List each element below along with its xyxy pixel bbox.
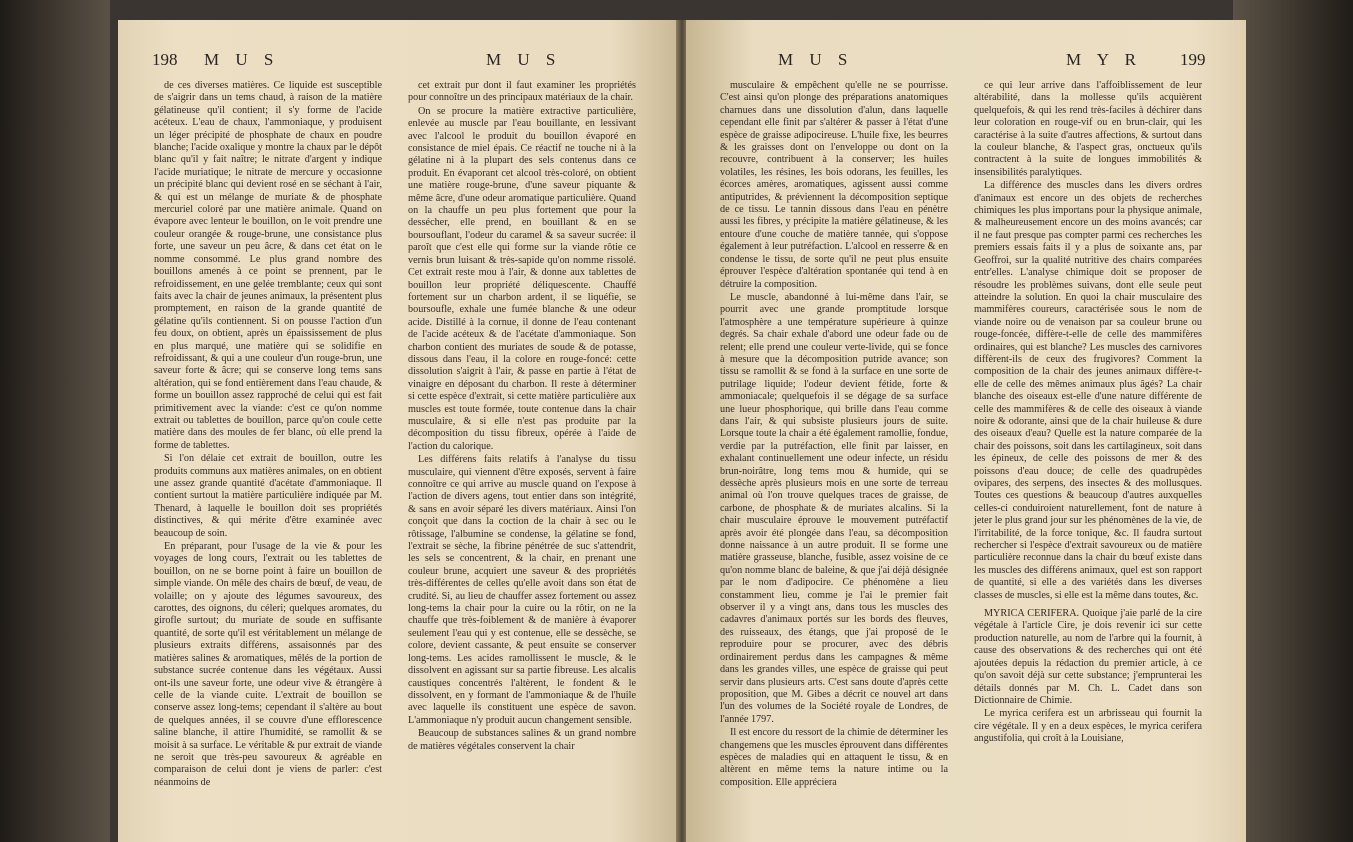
paragraph: Beaucoup de substances salines & un grand nombre de matières végétales conservent la chair <box>408 728 636 752</box>
paragraph: musculaire & empêchent qu'elle ne se pourrisse. C'est ainsi qu'on plonge des préparations anatomiques charnues dans une dissolution d'alun, dans laquelle cependant elle finit par s'altérer & passer à l'état d'une espèce de graisse adipocireuse. L'huile fixe, les beurres & les graisses dont on l'enveloppe ou dont on la recouvre, contribuent à la conserver; les huiles volatiles, les résines, les bois odorans, les feuilles, les écorces amères, aromatiques, agissent aussi comme antiputrides, & préviennent la décomposition septique de ce tissu. Le tannin dissous dans l'eau en pénètre aussi les fibres, y précipite la matière gélatineuse, & les entoure d'une couche de matière tannée, qui s'oppose également à leur putréfaction. L'alcool en resserre & en condense le tissu, de sorte qu'il ne peut plus ensuite éprouver l'espèce d'altération spontanée qui tend à en détruire la composition. <box>720 80 948 290</box>
right-running-head-left: M U S <box>778 50 854 69</box>
paragraph: Les différens faits relatifs à l'analyse du tissu musculaire, qui viennent d'être exposés, servent à faire connoître ce qui arrive au muscle quand on l'expose à l'action de divers agens, tout entier dans son intégrité, & sans en avoir séparé les divers matériaux. Ainsi l'on conçoit que dans la coction de la chair à sec ou le rôtissage, l'albumine se condense, la gélatine se fond, l'extrait se sèche, la fibrine pénétrée de suc s'attendrit, les sels se concentrent, & la chair, en prenant une couleur brune, acquiert une saveur & des propriétés très-différentes de celles qu'elle avoit dans son état de crudité. Si, au lieu de chauffer assez fortement ou assez long-tems la chair pour la cuire ou la rôtir, on ne la chauffe que très-foiblement & de manière à évaporer seulement l'eau qui y est contenue, elle se dessèche, se colore, devient cassante, & peut ensuite se conserver long-tems. Les acides ramollissent le muscle, & le dissolvent en agissant sur sa partie fibreuse. Les alcalis caustiques concentrés l'altèrent, le fondent & le dissolvent, en y formant de l'ammoniaque & de l'huile avec laquelle ils constituent une espèce de savon. L'ammoniaque n'y produit aucun changement sensible. <box>408 454 636 726</box>
paragraph: En préparant, pour l'usage de la vie & pour les voyages de long cours, l'extrait ou les tablettes de bouillon, on ne se borne point à faire un bouillon de simple viande. On mêle des chairs de bœuf, de veau, de volaille; on y ajoute des légumes savoureux, des carottes, des oignons, du céleri; quelques aromates, du girofle surtout; du muriate de soude en suffisante quantité, de sorte qu'il est véritablement un mélange de plusieurs extraits différens, assaisonnés par des matières salines & aromatiques, mêlés de la portion de substance sucrée contenue dans les végétaux. Aussi ont-ils une saveur forte, une odeur vive & étrangère à celle de la viande cuite. L'extrait de bouillon se conserve assez long-tems; cependant il s'altère au bout de quelques années, il se couvre d'une efflorescence saline blanche, il attire l'humidité, se ramollit & se moisit à sa surface. Le véritable & pur extrait de viande ne seroit que très-peu savoureux & agréable en comparaison de celui dont je viens de parler: c'est néanmoins de <box>154 541 382 788</box>
paragraph: Il est encore du ressort de la chimie de déterminer les changemens que les muscles éprouvent dans différentes espèces de maladies qui en attaquent le tissu, & en altèrent en même tems la nature intime ou la composition. Elle appréciera <box>720 727 948 788</box>
paragraph: Si l'on délaie cet extrait de bouillon, outre les produits communs aux matières animales, on en obtient une assez grande quantité d'acétate d'ammoniaque. Il contient surtout la matière particulière indiquée par M. Thenard, à laquelle le bouillon doit ses propriétés distinctives, & qui mérite d'être examinée avec beaucoup de soin. <box>154 453 382 539</box>
right-page-number: 199 <box>1180 50 1206 69</box>
paragraph: On se procure la matière extractive particulière, enlevée au muscle par l'eau bouillante, en lessivant avec l'alcool le produit du bouillon évaporé en consistance de miel épais. Ce réactif ne touche ni à la gélatine ni à la plupart des sels contenus dans ce produit. En évaporant cet alcool très-coloré, on obtient une matière rouge-brune, d'une saveur piquante & même âcre, d'une odeur aromatique particulière. Quand on la chauffe un peu plus fortement que pour la dessécher, elle prend, en bouillant & en se boursouflant, l'odeur du caramel & sa saveur sucrée: il paroît que c'est elle qui forme sur la viande rôtie ce vernis brun luisant & très-sapide qu'on nomme rissolé. Cet extrait reste mou à l'air, & donne aux tablettes de bouillon leur propriété déliquescente. Chauffé fortement sur un charbon ardent, il se liquéfie, se boursoufle, exhale une fumée blanche & une odeur acide. Distillé à la cornue, il donne de l'eau contenant de l'acide acéteux & de l'acétate d'ammoniaque. Son charbon contient des muriates de soude & de potasse, dissous dans l'eau, il la colore en rouge-foncé: cette dissolution s'aigrit à l'air, & passe en partie à l'état de vinaigre en déposant du charbon. Il reste à déterminer si cette espèce d'extrait, si cette matière particulière aux muscles est toute formée, toute contenue dans la chair musculaire, & si elle n'est pas produite par la décomposition du tissu fibreux, opérée à l'aide de l'action du calorique. <box>408 105 636 452</box>
paragraph: de ces diverses matières. Ce liquide est susceptible de s'aigrir dans un tems chaud, à raison de la matière gélatineuse qu'il contient; il s'y forme de l'acide acéteux. L'eau de chaux, l'ammoniaque, y produisent un léger précipité de phosphate de chaux en poudre blanche; l'acide oxalique y montre la chaux par le dépôt blanc qu'il y fait naître; le nitrate d'argent y indique l'acide muriatique; le nitrate de mercure y occasionne un précipité blanc qui devient rosé en se séchant à l'air, & qui est un mélange de muriate & de phosphate mercuriel coloré par une matière animale. Quand on évapore avec lenteur le bouillon, on le voit prendre une couleur orangée & rouge-brune, une consistance plus forte, une saveur un peu âcre, & dans cet état on le nomme consommé. Le plus grand nombre des bouillons amenés à ce point se prennent, par le refroidissement, en une gelée tremblante; ceux qui sont faits avec la chair de jeunes animaux, la présentent plus promptement, en raison de la grande quantité de gélatine qu'ils contiennent. Si on pousse l'action d'un feu doux, on obtient, après un épaississement de plus en plus marqué, une matière qui se solidifie en refroidissant, & qui a une couleur d'un rouge-brun, une saveur forte & âcre; qui se conserve long tems sans altération, qui se fond entièrement dans l'eau chaude, & forme un bouillon assez rapproché de celui qui est fait primitivement avec la viande: c'est ce qu'on nomme extrait ou tablettes de bouillon, parce qu'on coule cette matière dans des moules de fer blanc, où elle prend la forme de tablettes. <box>154 80 382 451</box>
paragraph: cet extrait pur dont il faut examiner les propriétés pour connoître un des principaux matériaux de la chair. <box>408 80 636 104</box>
right-page <box>686 20 1246 842</box>
paragraph: La différence des muscles dans les divers ordres d'animaux est encore un des objets de recherches chimiques les plus importans pour la physique animale, & malheureusement encore un des moins avancés; car il ne faut presque pas compter parmi ces recherches les premiers essais faits il y a plus de soixante ans, par Geoffroi, sur la qualité nutritive des chairs comparées entr'elles. L'analyse chimique doit se proposer de résoudre les problèmes suivans, dont elle seule peut atteindre la solution. En quoi la chair musculaire des mammifères coureurs, caractérisée sous le nom de viande noire ou de venaison par sa couleur brune ou rouge-foncée, diffère-t-elle de celle des mammifères ordinaires, qui est blanche? Les muscles des carnivores diffèrent-ils de ceux des frugivores? Comment la composition de la chair des jeunes animaux diffère-t-elle de celle des mêmes animaux plus âgés? La chair blanche des oiseaux est-elle d'une nature différente de celle des mammifères & de celle des oiseaux à viande noire & odorante, ainsi que de la chair huileuse & dure des oiseaux d'eau? Quelle est la nature comparée de la chair des poissons, soit dans les cartilagineux, soit dans les épineux, de celle des poissons de mer & des poissons d'eau douce; de celle des quadrupèdes ovipares, des serpens, des insectes & des mollusques. Toutes ces questions & beaucoup d'autres auxquelles celles-ci conduiroient naturellement, font de nature à jeter le plus grand jour sur les phénomènes de la vie, de l'irritabilité, de la force tonique, &c. Il faudra surtout rechercher si l'espèce d'extrait savoureux ou de matière particulière reconnue dans la chair du bœuf existe dans les muscles des différens animaux, quel est son rapport de quantité, si elle a des variétés dans les diverses classes de muscles, si elle est la même dans toutes, &c. <box>974 180 1202 601</box>
paragraph: ce qui leur arrive dans l'affoiblissement de leur altérabilité, dans la mollesse qu'ils acquièrent quelquefois, & qui les rend très-faciles à déchirer dans leur coloration en rouge-vif ou en brun-clair, qui les caractérise à la suite d'autres affections, & surtout dans la couleur blanche, & l'aspect gras, onctueux qu'ils contractent à la suite de longues immobilités & insensibilités paralytiques. <box>974 80 1202 178</box>
left-page <box>118 20 678 842</box>
right-column-2 <box>974 80 1202 746</box>
left-book-edge <box>0 0 110 842</box>
left-running-head-left: M U S <box>204 50 280 69</box>
left-column-2 <box>408 80 636 753</box>
left-page-number: 198 <box>152 50 178 69</box>
paragraph: Le myrica cerifera est un arbrisseau qui fournit la cire végétale. Il y en a deux espèces, le myrica cerifera angustifolia, qui croît à la Louisiane, <box>974 708 1202 745</box>
paragraph: Le muscle, abandonné à lui-même dans l'air, se pourrit avec une grande promptitude lorsque l'atmosphère a une température supérieure à quinze degrés. Sa chair exhale d'abord une odeur fade ou de relent; elle prend une couleur verte-livide, qui se fonce à mesure que la décomposition putride avance; son tissu se ramollit & se fond à la surface en une sorte de putrilage liquide; l'odeur devient fétide, forte & ammoniacale; quelquefois il se dégage de sa surface une lueur phosphorique, qui brille dans l'eau comme dans l'air, & qui subsiste plusieurs jours de suite. Lorsque toute la chair a été également ramollie, fondue, verdie par la putréfaction, elle finit par laisser, en exhalant continuellement une odeur infecte, un résidu brun-noirâtre, long tems mou & humide, qui se dessèche après plusieurs mois en une sorte de terreau animal où l'on trouve quelques traces de graisse, de carbone, de phosphate & de muriates alcalins. Si la chair musculaire éprouve le mouvement putréfactif après avoir été plongée dans l'eau, sa décomposition donne naissance à un autre produit. Il se forme une matière grasseuse, blanche, fusible, assez voisine de ce qu'on nomme blanc de baleine, & que j'ai déjà désignée par le nom d'adipocire. Ce phénomène a lieu constamment lieu, comme je l'ai le premier fait observer il y a vingt ans, dans tous les muscles des cadavres d'animaux portés sur les bords des fleuves, des ruisseaux, des étangs, que j'ai proposé de le reproduire pour se procurer, avec des débris ordinairement perdus dans les campagnes & même dans les grandes villes, une espèce de graisse qui peut servir dans plusieurs arts. C'est sans doute d'après cette proposition, que M. Gibes a décrit ce nouvel art dans l'un des volumes de la Société royale de Londres, de l'année 1797. <box>720 291 948 725</box>
right-column-1 <box>720 80 948 789</box>
right-book-edge <box>1233 0 1353 842</box>
entry-myrica-cerifera: MYRICA CERIFERA. Quoique j'aie parlé de la cire végétale à l'article Cire, je dois revenir ici sur cette production naturelle, au nom de l'arbre qui la fournit, à cause des observations & des recherches qui ont été ajoutées depuis la rédaction du premier article, à ce qu'on savoit déjà sur cette substance; j'emprunterai les détails donnés par M. Ch. L. Cadet dans son Dictionnaire de Chimie. <box>974 608 1202 706</box>
left-column-1 <box>154 80 382 789</box>
right-running-head-right: M Y R <box>1066 50 1142 69</box>
left-running-head-center: M U S <box>486 50 562 69</box>
